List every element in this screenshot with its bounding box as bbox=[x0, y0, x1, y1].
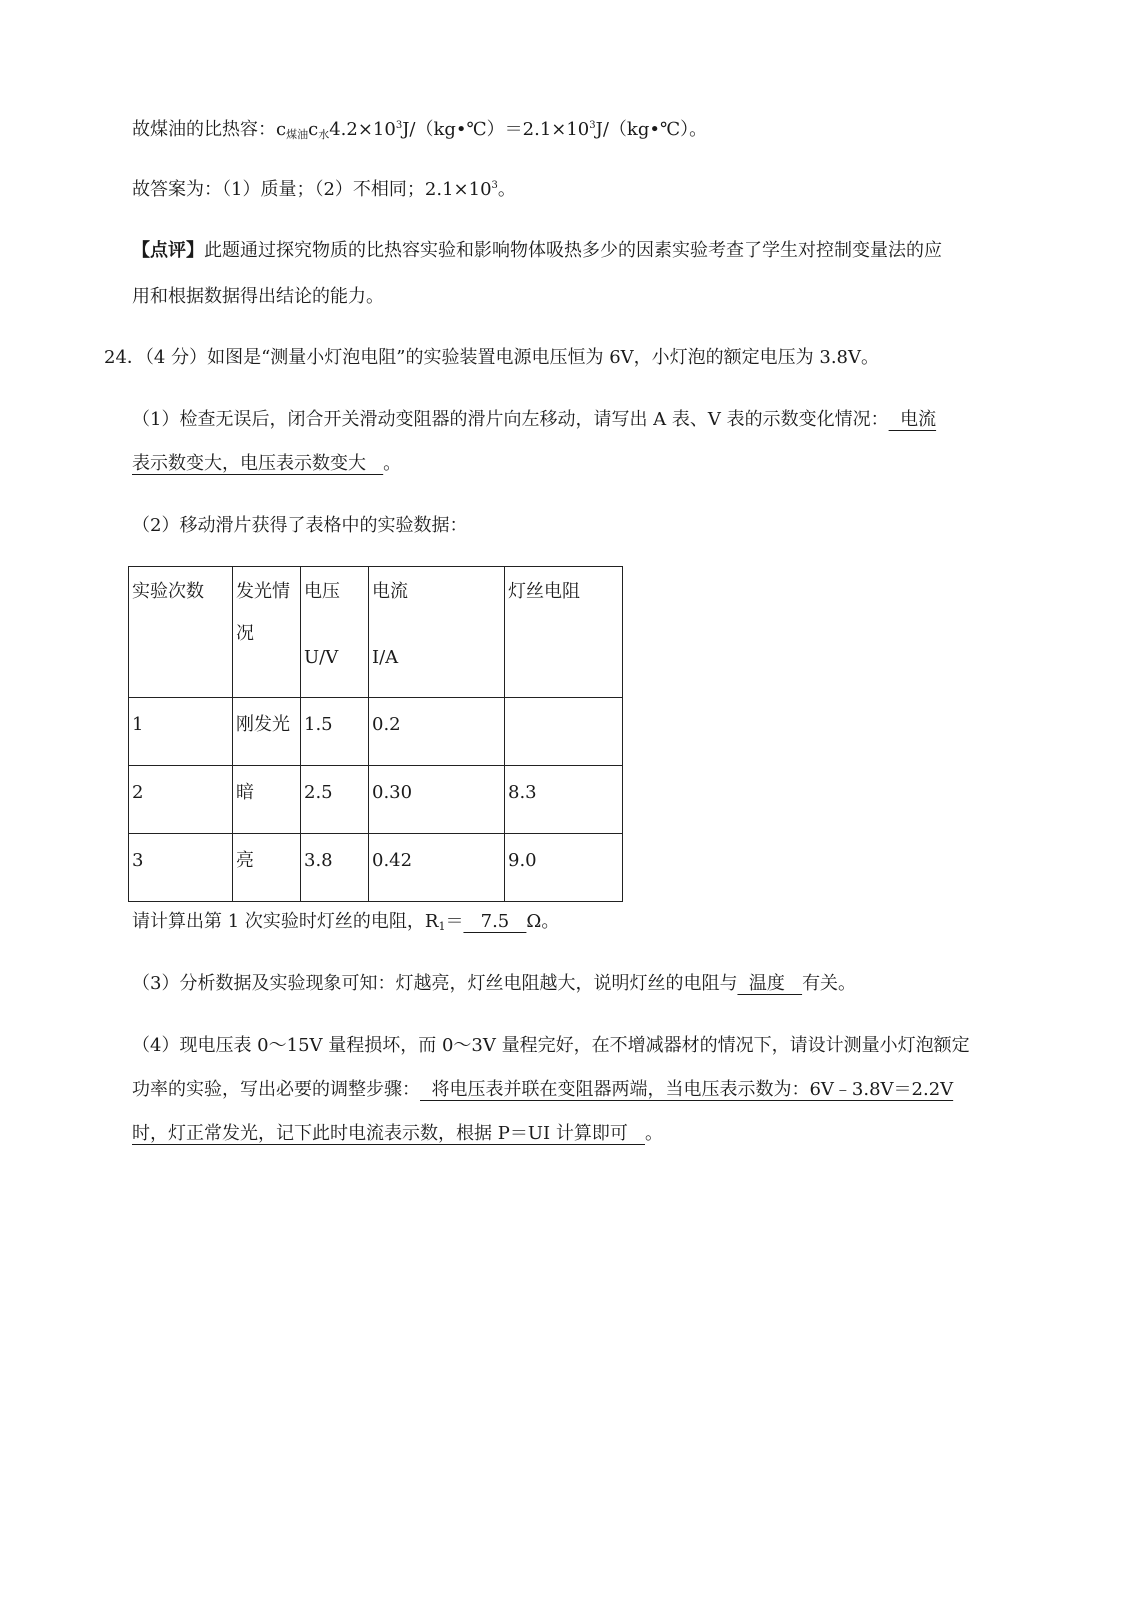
header-voltage: 电压 U/V bbox=[301, 567, 369, 698]
table-cell: 0.42 bbox=[369, 834, 505, 902]
table-row bbox=[129, 766, 623, 834]
review-tag: 【点评】 bbox=[132, 240, 204, 261]
table-header-row bbox=[129, 567, 623, 698]
table-cell: 亮 bbox=[233, 834, 301, 902]
review-line-1: 【点评】此题通过探究物质的比热容实验和影响物体吸热多少的因素实验考查了学生对控制变量法的应 bbox=[132, 240, 942, 261]
part1-line-2: 表示数变大，电压表示数变大 。 bbox=[132, 453, 402, 474]
part4-answer: 将电压表并联在变阻器两端，当电压表示数为：6V﹣3.8V＝2.2V bbox=[420, 1079, 954, 1100]
experiment-data-table bbox=[128, 566, 623, 902]
part4-answer-cont: 时，灯正常发光，记下此时电流表示数，根据 P＝UI 计算即可 bbox=[132, 1123, 645, 1144]
part3-line: （3）分析数据及实验现象可知：灯越亮，灯丝电阻越大，说明灯丝的电阻与 温度 有关。 bbox=[132, 973, 857, 994]
part1-answer-cont: 表示数变大，电压表示数变大 bbox=[132, 453, 384, 474]
part2-intro: （2）移动滑片获得了表格中的实验数据： bbox=[132, 515, 468, 536]
header-filament-resistance: 灯丝电阻 bbox=[505, 567, 623, 698]
table-cell: 9.0 bbox=[505, 834, 623, 902]
table-row bbox=[129, 698, 623, 766]
table-cell: 1 bbox=[129, 698, 233, 766]
table-cell: 刚发光 bbox=[233, 698, 301, 766]
part2-calc-line: 请计算出第 1 次实验时灯丝的电阻，R1＝ 7.5 Ω。 bbox=[132, 911, 560, 933]
table-cell: 3.8 bbox=[301, 834, 369, 902]
part1-answer: 电流 bbox=[888, 409, 937, 430]
table-cell bbox=[505, 698, 623, 766]
table-cell: 3 bbox=[129, 834, 233, 902]
table-cell: 1.5 bbox=[301, 698, 369, 766]
part4-line-2: 功率的实验，写出必要的调整步骤： 将电压表并联在变阻器两端，当电压表示数为：6V﹣3.8V＝2.2V bbox=[132, 1079, 954, 1100]
specific-heat-line: 故煤油的比热容：c煤油c水$4.2\times 10^3J/(kg•℃)=2.1\times 10^3J/(kg•℃)$。 bbox=[132, 119, 708, 141]
review-line-2: 用和根据数据得出结论的能力。 bbox=[132, 286, 384, 307]
table-cell: 暗 bbox=[233, 766, 301, 834]
header-current: 电流 I/A bbox=[369, 567, 505, 698]
table-cell: 8.3 bbox=[505, 766, 623, 834]
table-cell: 0.2 bbox=[369, 698, 505, 766]
part2-answer: 7.5 bbox=[463, 911, 527, 932]
part3-answer: 温度 bbox=[737, 973, 803, 994]
table-cell: 2.5 bbox=[301, 766, 369, 834]
header-trial-number: 实验次数 bbox=[129, 567, 233, 698]
part4-line-1: （4）现电压表 0～15V 量程损坏，而 0～3V 量程完好，在不增减器材的情况下，请设计测量小灯泡额定 bbox=[132, 1035, 970, 1056]
answer-summary-line: 故答案为：（1）质量；（2）不相同；$2.1\times 10^3$。 bbox=[132, 179, 516, 200]
part1-line-1: （1）检查无误后，闭合开关滑动变阻器的滑片向左移动，请写出 A 表、V 表的示数变化情况： 电流 bbox=[132, 409, 937, 430]
table-cell: 0.30 bbox=[369, 766, 505, 834]
part4-line-3: 时，灯正常发光，记下此时电流表示数，根据 P＝UI 计算即可 。 bbox=[132, 1123, 663, 1144]
header-light-state: 发光情 况 bbox=[233, 567, 301, 698]
table-cell: 2 bbox=[129, 766, 233, 834]
question-24-stem: 24．（4 分）如图是“测量小灯泡电阻”的实验装置电源电压恒为 6V，小灯泡的额定电压为 3.8V。 bbox=[104, 347, 879, 368]
table-row bbox=[129, 834, 623, 902]
